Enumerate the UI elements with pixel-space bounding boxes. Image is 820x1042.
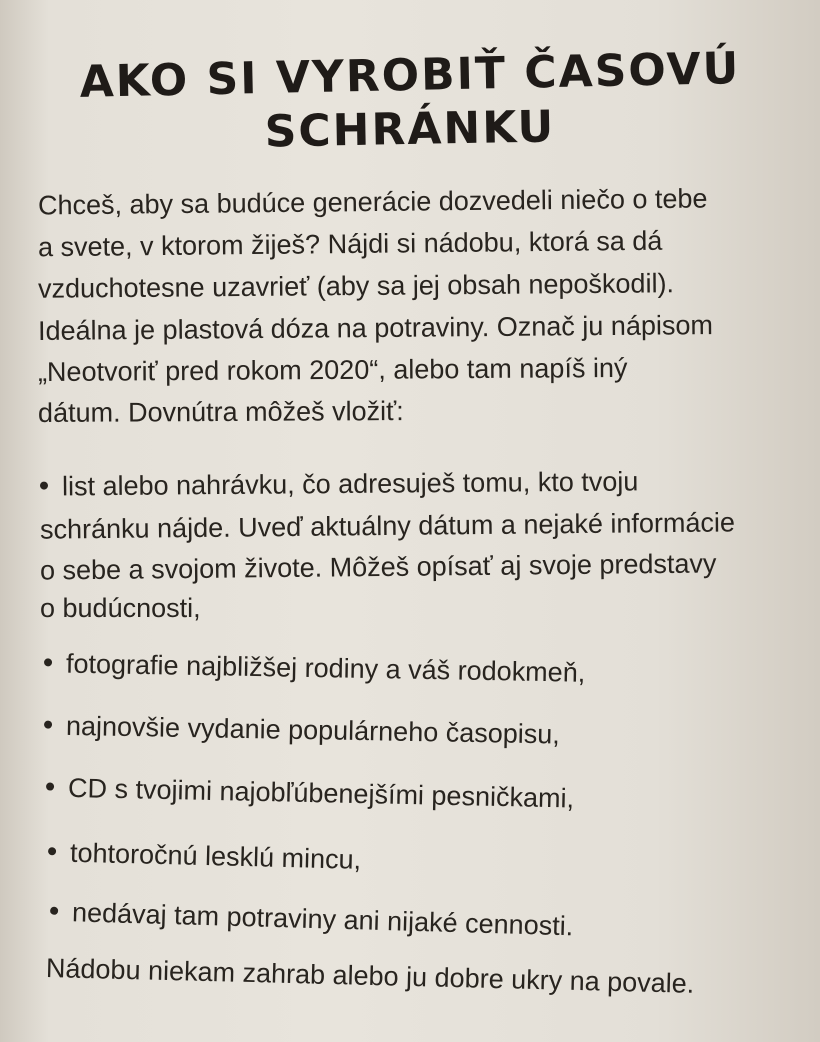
bullet-item xyxy=(50,896,574,943)
bullet-item xyxy=(46,771,575,814)
bullet-icon xyxy=(40,481,48,489)
intro-line: dátum. Dovnútra môžeš vložiť: xyxy=(37,396,404,428)
intro-line: a svete, v ktorom žiješ? Nájdi si nádobu, ktorá sa dá xyxy=(37,225,663,263)
bullet-item xyxy=(44,647,586,688)
bullet-text: schránku nájde. Uveď aktuálny dátum a nejaké informácie xyxy=(39,507,736,545)
intro-line: vzduchotesne uzavrieť (aby sa jej obsah nepoškodil). xyxy=(37,268,675,304)
intro-line: „Neotvoriť pred rokom 2020“, alebo tam napíš iný xyxy=(37,352,628,388)
bullet-text: o sebe a svojom živote. Môžeš opísať aj svoje predstavy xyxy=(39,548,717,586)
intro-line: Chceš, aby sa budúce generácie dozvedeli niečo o tebe xyxy=(37,183,708,221)
bullet-text: najnovšie vydanie populárneho časopisu, xyxy=(65,710,561,750)
title-line-1: AKO SI VYROBIŤ ČASOVÚ xyxy=(79,43,741,108)
bullet-icon xyxy=(48,847,56,855)
bullet-text: tohtoročnú lesklú mincu, xyxy=(69,837,362,875)
bullet-item xyxy=(44,710,560,751)
bullet-text: list alebo nahrávku, čo adresuješ tomu, kto tvoju xyxy=(61,466,639,502)
bullet-icon xyxy=(46,782,54,790)
bullet-item xyxy=(48,836,362,876)
bullet-icon xyxy=(44,658,52,666)
closing-line: Nádobu niekam zahrab alebo ju dobre ukry na povale. xyxy=(45,953,695,999)
bullet-text: fotografie najbližšej rodiny a váš rodokmeň, xyxy=(65,648,586,688)
bullet-text: CD s tvojimi najobľúbenejšími pesničkami, xyxy=(67,772,575,814)
intro-line: Ideálna je plastová dóza na potraviny. Označ ju nápisom xyxy=(37,310,714,346)
bullet-text: nedávaj tam potraviny ani nijaké cennosti. xyxy=(71,897,574,942)
title-line-2: SCHRÁNKU xyxy=(264,101,556,158)
bullet-text: o budúcnosti, xyxy=(40,593,201,623)
bullet-icon xyxy=(44,720,52,728)
bullet-icon xyxy=(50,907,58,915)
